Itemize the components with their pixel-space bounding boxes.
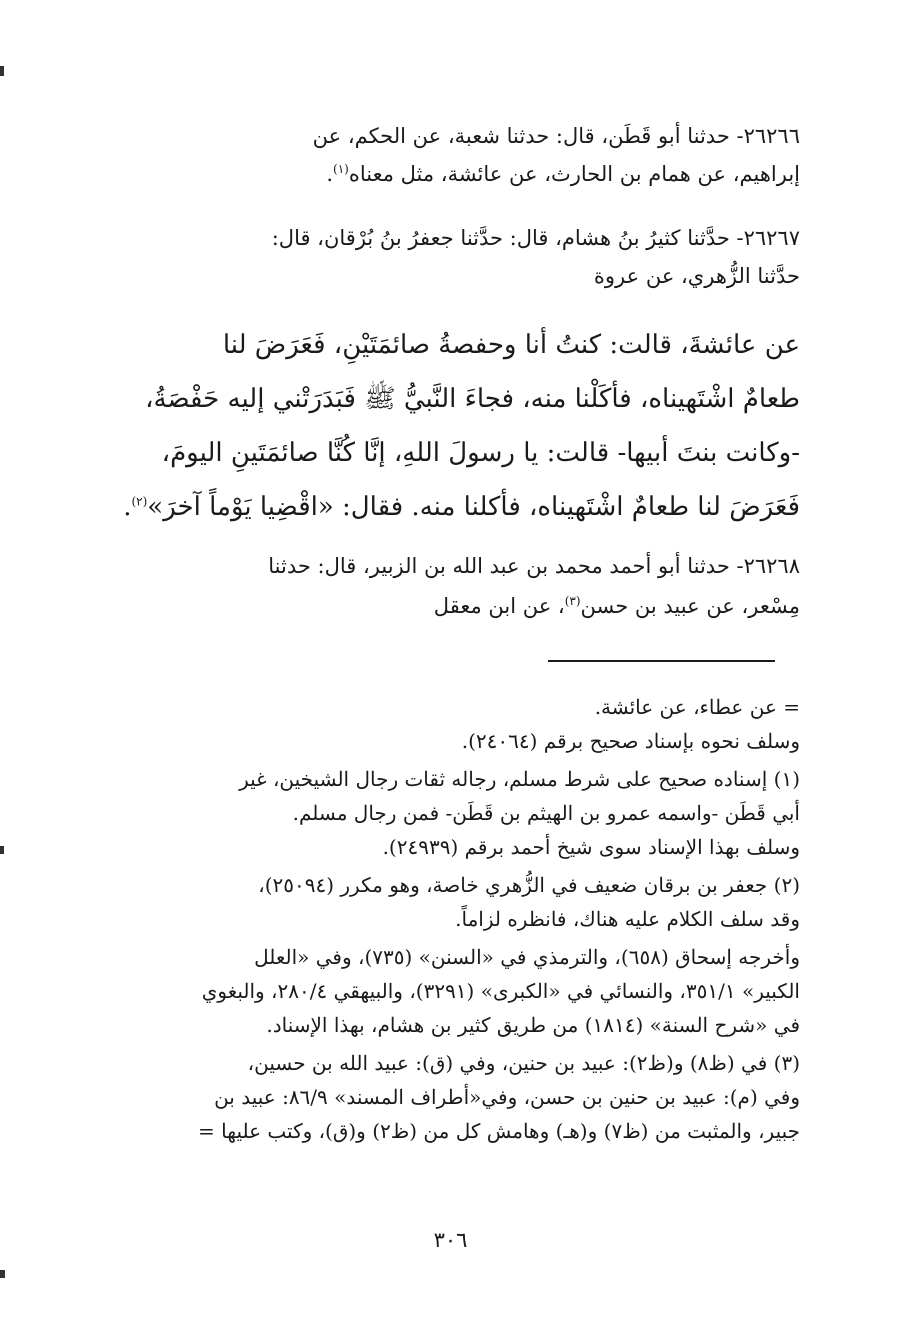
hadith-26267-matn <box>78 318 800 534</box>
footnote-continuation: وسلف نحوه بإسناد صحيح برقم (٢٤٠٦٤). <box>461 729 800 753</box>
period: . <box>326 162 333 186</box>
footnote-1: (١) إسناده صحيح على شرط مسلم، رجاله ثقات رجال الشيخين، غير <box>239 767 800 791</box>
matn-line <box>78 480 800 534</box>
footnote-2: في «شرح السنة» (١٨١٤) من طريق كثير بن هشام، بهذا الإسناد. <box>266 1013 800 1037</box>
period: . <box>123 492 132 522</box>
footnote-2: الكبير» ٣٥١/١، والنسائي في «الكبرى» (٣٢٩١)، والبيهقي ٢٨٠/٤، والبغوي <box>201 979 800 1003</box>
hadith-line <box>78 586 800 626</box>
hadith-text: ، عن ابن معقل <box>433 594 565 618</box>
footnote-ref: (١) <box>333 162 349 176</box>
footnote-2: (٢) جعفر بن برقان ضعيف في الزُّهري خاصة، وهو مكرر (٢٥٠٩٤)، <box>258 873 800 897</box>
footnote-2: وقد سلف الكلام عليه هناك، فانظره لزاماً. <box>455 907 800 931</box>
matn-text: فَعَرَضَ لنا طعامٌ اشْتَهيناه، فأكلنا منه. فقال: «اقْضِيا يَوْماً آخرَ» <box>147 492 800 522</box>
hadith-line: حدَّثنا الزُّهري، عن عروة <box>593 264 800 288</box>
footnote-separator <box>548 660 775 662</box>
hadith-line: ٢٦٢٦٧- حدَّثنا كثيرُ بنُ هشام، قال: حدَّثنا جعفرُ بنُ بُرْقان، قال: <box>271 226 800 250</box>
matn-line: عن عائشةَ، قالت: كنتُ أنا وحفصةُ صائمَتَيْنِ، فَعَرَضَ لنا <box>222 330 800 360</box>
scan-edge-mark <box>0 1270 5 1278</box>
scan-edge-mark <box>0 846 4 854</box>
footnote-1: أبي قَطَن -واسمه عمرو بن الهيثم بن قَطَن- فمن رجال مسلم. <box>292 801 800 825</box>
footnotes <box>78 690 800 1148</box>
footnote-3: وفي (م): عبيد بن حنين بن حسن، وفي«أطراف المسند» ٨٦/٩: عبيد بن <box>214 1085 800 1109</box>
matn-line: -وكانت بنتَ أبيها- قالت: يا رسولَ اللهِ، إنَّا كُنَّا صائمَتَينِ اليومَ، <box>161 438 800 468</box>
footnote-3: جبير، والمثبت من (ظ٧) و(هـ) وهامش كل من (ظ٢) و(ق)، وكتب عليها = <box>198 1119 800 1143</box>
hadith-text: إبراهيم، عن همام بن الحارث، عن عائشة، مثل معناه <box>348 162 800 186</box>
matn-line: طعامٌ اشْتَهيناه، فأكَلْنا منه، فجاءَ النَّبيُّ ﷺ فَبَدَرَتْني إليه حَفْصَةُ، <box>145 384 800 414</box>
page-number: ٣٠٦ <box>433 1228 468 1252</box>
footnote-3: (٣) في (ظ٨) و(ظ٢): عبيد بن حنين، وفي (ق): عبيد الله بن حسين، <box>247 1051 800 1075</box>
footnote-continuation: = عن عطاء، عن عائشة. <box>594 695 800 719</box>
hadith-line: ٢٦٢٦٦- حدثنا أبو قَطَن، قال: حدثنا شعبة، عن الحكم، عن <box>312 124 800 148</box>
hadith-line <box>78 155 800 193</box>
hadith-line: ٢٦٢٦٨- حدثنا أبو أحمد محمد بن عبد الله بن الزبير، قال: حدثنا <box>268 554 800 578</box>
scan-edge-mark <box>0 66 4 76</box>
footnote-1: وسلف بهذا الإسناد سوى شيخ أحمد برقم (٢٤٩٣٩). <box>382 835 800 859</box>
hadith-26266 <box>78 117 800 193</box>
footnote-ref: (٣) <box>564 594 581 608</box>
hadith-26268 <box>78 546 800 626</box>
hadith-26267-isnad <box>78 219 800 295</box>
footnote-ref: (٢) <box>131 494 148 509</box>
hadith-text: مِسْعر، عن عبيد بن حسن <box>580 594 800 618</box>
footnote-2: وأخرجه إسحاق (٦٥٨)، والترمذي في «السنن» (٧٣٥)، وفي «العلل <box>254 945 800 969</box>
